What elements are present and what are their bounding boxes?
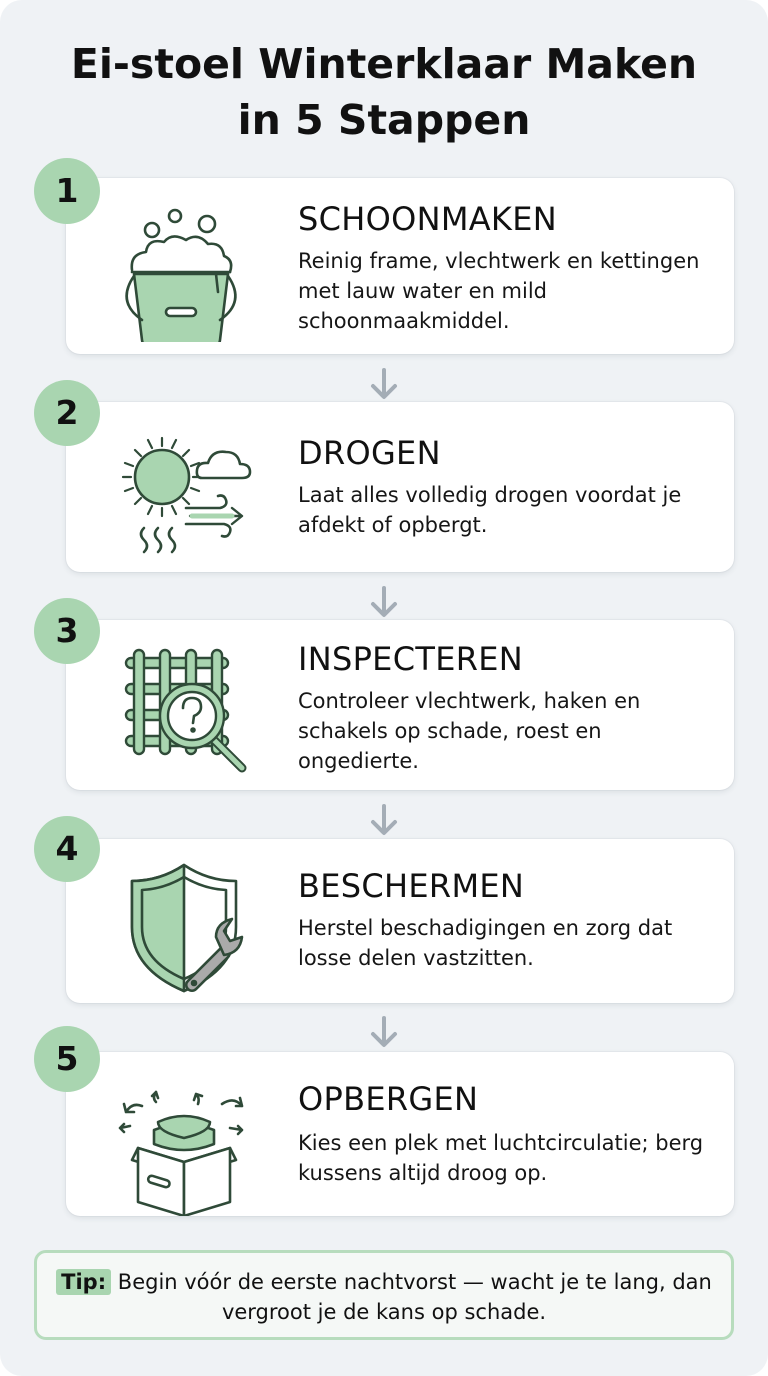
magnifier-weave-icon	[112, 634, 262, 784]
page-title	[0, 36, 768, 148]
step-title-1: SCHOONMAKEN	[298, 200, 557, 238]
tip-text: Begin vóór de eerste nachtvorst — wacht je te lang, dan vergroot je de kans op schade.	[117, 1270, 712, 1324]
title-line-1: Ei-stoel Winterklaar Maken	[70, 40, 698, 88]
step-number-badge-3: 3	[34, 598, 100, 664]
step-description-2: Laat alles volledig drogen voordat je afdekt of opbergt.	[298, 483, 682, 537]
step-title-5: OPBERGEN	[298, 1080, 479, 1118]
step-description-4: Herstel beschadigingen en zorg dat losse delen vastzitten.	[298, 916, 673, 970]
down-arrow-icon	[367, 1016, 401, 1050]
step-description-3: Controleer vlechtwerk, haken en schakels op schade, roest en ongedierte.	[298, 689, 641, 773]
tip-label: Tip:	[56, 1269, 111, 1295]
step-card-4	[66, 839, 734, 1003]
bucket-icon	[112, 192, 262, 342]
step-title-2: DROGEN	[298, 434, 441, 472]
step-card-3	[66, 620, 734, 790]
shield-wrench-icon	[112, 853, 262, 1003]
step-title-3: INSPECTEREN	[298, 640, 524, 678]
step-description-1: Reinig frame, vlechtwerk en kettingen met lauw water en mild schoonmaakmiddel.	[298, 249, 700, 333]
title-line-2: in 5 Stappen	[237, 96, 531, 144]
down-arrow-icon	[367, 804, 401, 838]
tip-box	[34, 1250, 734, 1340]
step-card-5	[66, 1052, 734, 1216]
down-arrow-icon	[367, 586, 401, 620]
sun-wind-icon	[112, 416, 262, 566]
step-description-5: Kies een plek met luchtcirculatie; berg kussens altijd droog op.	[298, 1131, 704, 1185]
storage-box-icon	[112, 1066, 262, 1216]
step-title-4: BESCHERMEN	[298, 867, 525, 905]
step-card-2	[66, 402, 734, 572]
step-number-badge-4: 4	[34, 816, 100, 882]
step-number-badge-2: 2	[34, 380, 100, 446]
step-number-badge-5: 5	[34, 1026, 100, 1092]
down-arrow-icon	[367, 368, 401, 402]
step-number-badge-1: 1	[34, 158, 100, 224]
step-card-1	[66, 178, 734, 354]
